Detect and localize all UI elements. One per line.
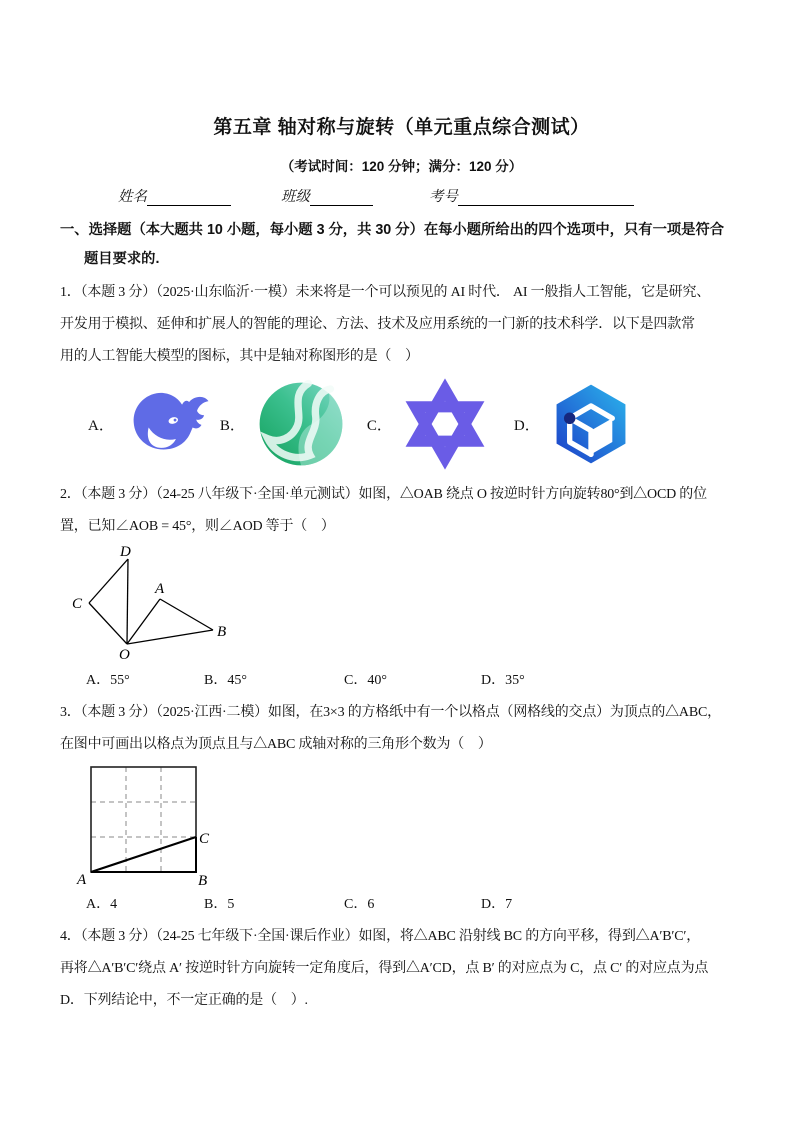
q2-vertex-label-c: C [72,596,83,612]
exam-no-field-label: 考号 [429,189,458,205]
name-field-label: 姓名 [118,189,147,205]
question-3 [60,697,743,921]
q2-option-c-value: 40° [367,673,387,688]
question-2-line-2: 置，已知∠AOB = 45°，则∠AOD 等于（ ） [60,519,335,534]
q3-option-c-label: C． [344,897,368,912]
q3-option-c-value: 6 [367,897,375,912]
q1-option-b-label: B． [219,417,245,434]
q3-grid-figure [68,763,228,887]
question-4-line-1: 4．（本题 3 分）（24-25 七年级下·全国·课后作业）如图，将△ABC 沿射线 BC 的方向平移，得到△A′B′C′， [60,929,701,944]
section-1-heading-line-2: 题目要求的. [84,251,160,267]
q2-option-a-value: 55° [110,673,130,688]
deepseek-whale-icon [124,379,212,469]
question-2-options [60,665,743,697]
q3-option-b-label: B． [204,897,228,912]
question-1-line-1: 1．（本题 3 分）（2025·山东临沂·一模）未来将是一个可以预见的 AI 时代． AI 一般指人工智能，它是研究、 [60,285,711,300]
question-1 [60,277,743,473]
q2-option-d-label: D． [481,673,506,688]
q2-option-b-value: 45° [227,673,247,688]
q2-vertex-label-d: D [120,544,131,560]
q3-option-a-value: 4 [110,897,118,912]
q3-vertex-label-a: A [77,872,87,887]
exam-title: 第五章 轴对称与旋转（单元重点综合测试） [213,117,590,138]
green-swirl-sphere-icon [255,378,347,470]
question-1-line-3: 用的人工智能大模型的图标，其中是轴对称图形的是（ ） [60,349,419,364]
question-2 [60,479,743,697]
q3-vertex-label-b: B [198,873,208,887]
question-4 [60,921,743,1017]
exam-subtitle: （考试时间：120 分钟；满分：120 分） [280,159,523,174]
name-blank-line [147,189,231,206]
exam-no-blank-line [458,189,634,206]
q2-vertex-label-a: A [155,581,165,597]
q2-option-d-value: 35° [505,673,525,688]
blue-hexagon-cube-icon [550,379,632,469]
q2-rotation-figure [64,543,294,665]
q2-option-b-label: B． [204,673,228,688]
class-blank-line [310,189,373,206]
q3-option-a-label: A． [86,897,111,912]
q1-option-a-label: A． [88,417,114,434]
q3-vertex-label-c: C [199,831,210,847]
question-1-line-2: 开发用于模拟、延伸和扩展人的智能的理论、方法、技术及应用系统的一门新的技术科学．以下是四款常 [60,317,695,332]
section-1-heading-line-1: 一、选择题（本大题共 10 小题，每小题 3 分，共 30 分）在每小题所给出的四个选项中，只有一项是符合 [60,222,725,238]
q1-option-d-label: D． [513,417,540,434]
section-1-heading [60,216,743,274]
q2-vertex-label-o: O [119,647,130,663]
class-field-label: 班级 [281,189,310,205]
question-3-line-1: 3．（本题 3 分）（2025·江西·二模）如图，在3×3 的方格纸中有一个以格点（网格线的交点）为顶点的△ABC， [60,705,721,720]
student-info-row [118,185,743,206]
q1-option-c-label: C． [366,417,392,434]
question-3-line-2: 在图中可画出以格点为顶点且与△ABC 成轴对称的三角形个数为（ ） [60,737,492,752]
q3-option-d-value: 7 [505,897,513,912]
purple-star-knot-icon [402,377,488,471]
question-4-line-3: D．下列结论中，不一定正确的是（ ）. [60,993,308,1008]
question-2-line-1: 2．（本题 3 分）（24-25 八年级下·全国·单元测试）如图，△OAB 绕点 O 按逆时针方向旋转80°到△OCD 的位 [60,487,707,502]
q3-option-d-label: D． [481,897,506,912]
q2-vertex-label-b: B [217,624,227,640]
question-1-options [88,375,743,473]
q3-option-b-value: 5 [227,897,235,912]
question-3-options [60,889,743,921]
q2-option-c-label: C． [344,673,368,688]
question-4-line-2: 再将△A′B′C′绕点 A′ 按逆时针方向旋转一定角度后，得到△A′CD，点 B′ 的对应点为 C，点 C′ 的对应点为点 [60,961,709,976]
q2-option-a-label: A． [86,673,111,688]
